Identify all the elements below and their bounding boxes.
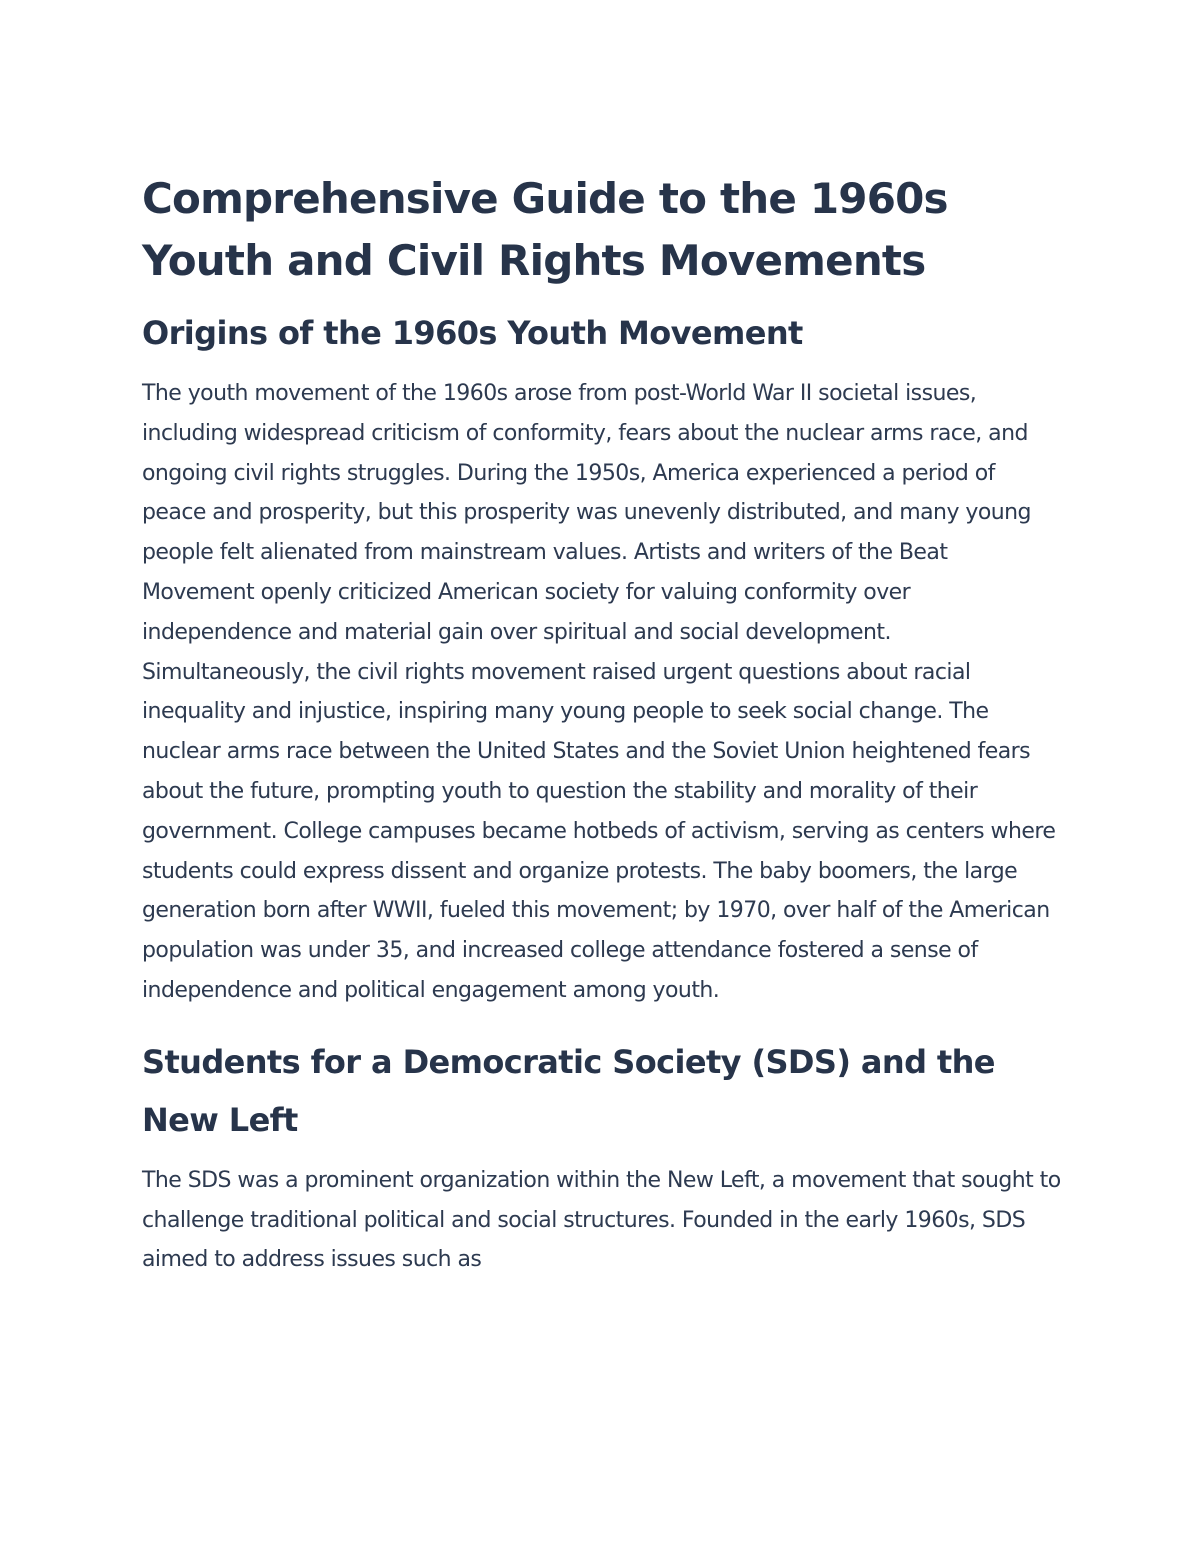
document-page: [142, 168, 1062, 1280]
section-heading-sds: Students for a Democratic Society (SDS) and the New Left: [142, 1042, 995, 1139]
section-heading-origins: Origins of the 1960s Youth Movement: [142, 314, 803, 352]
section-body-origins: The youth movement of the 1960s arose from post-World War II societal issues, including widespread criticism of conformity, fears about the nuclear arms race, and ongoing civil rights struggles. During the 1950s, America experienced a period of peace and prosperity, but this prosperity was unevenly distributed, and many young people felt alienated from mainstream values. Artists and writers of the Beat Movement openly criticized American society for valuing conformity over independence and material gain over spiritual and social development. Simultaneously, the civil rights movement raised urgent questions about racial inequality and injustice, inspiring many young people to seek social change. The nuclear arms race between the United States and the Soviet Union heightened fears about the future, prompting youth to question the stability and morality of their government. College campuses became hotbeds of activism, serving as centers where students could express dissent and organize protests. The baby boomers, the large generation born after WWII, fueled this movement; by 1970, over half of the American population was under 35, and increased college attendance fostered a sense of independence and political engagement among youth.: [142, 381, 1056, 1003]
section-body-sds: The SDS was a prominent organization within the New Left, a movement that sought to challenge traditional political and social structures. Founded in the early 1960s, SDS aimed to address issues such as: [142, 1167, 1061, 1273]
document-title: Comprehensive Guide to the 1960s Youth and Civil Rights Movements: [142, 174, 948, 285]
